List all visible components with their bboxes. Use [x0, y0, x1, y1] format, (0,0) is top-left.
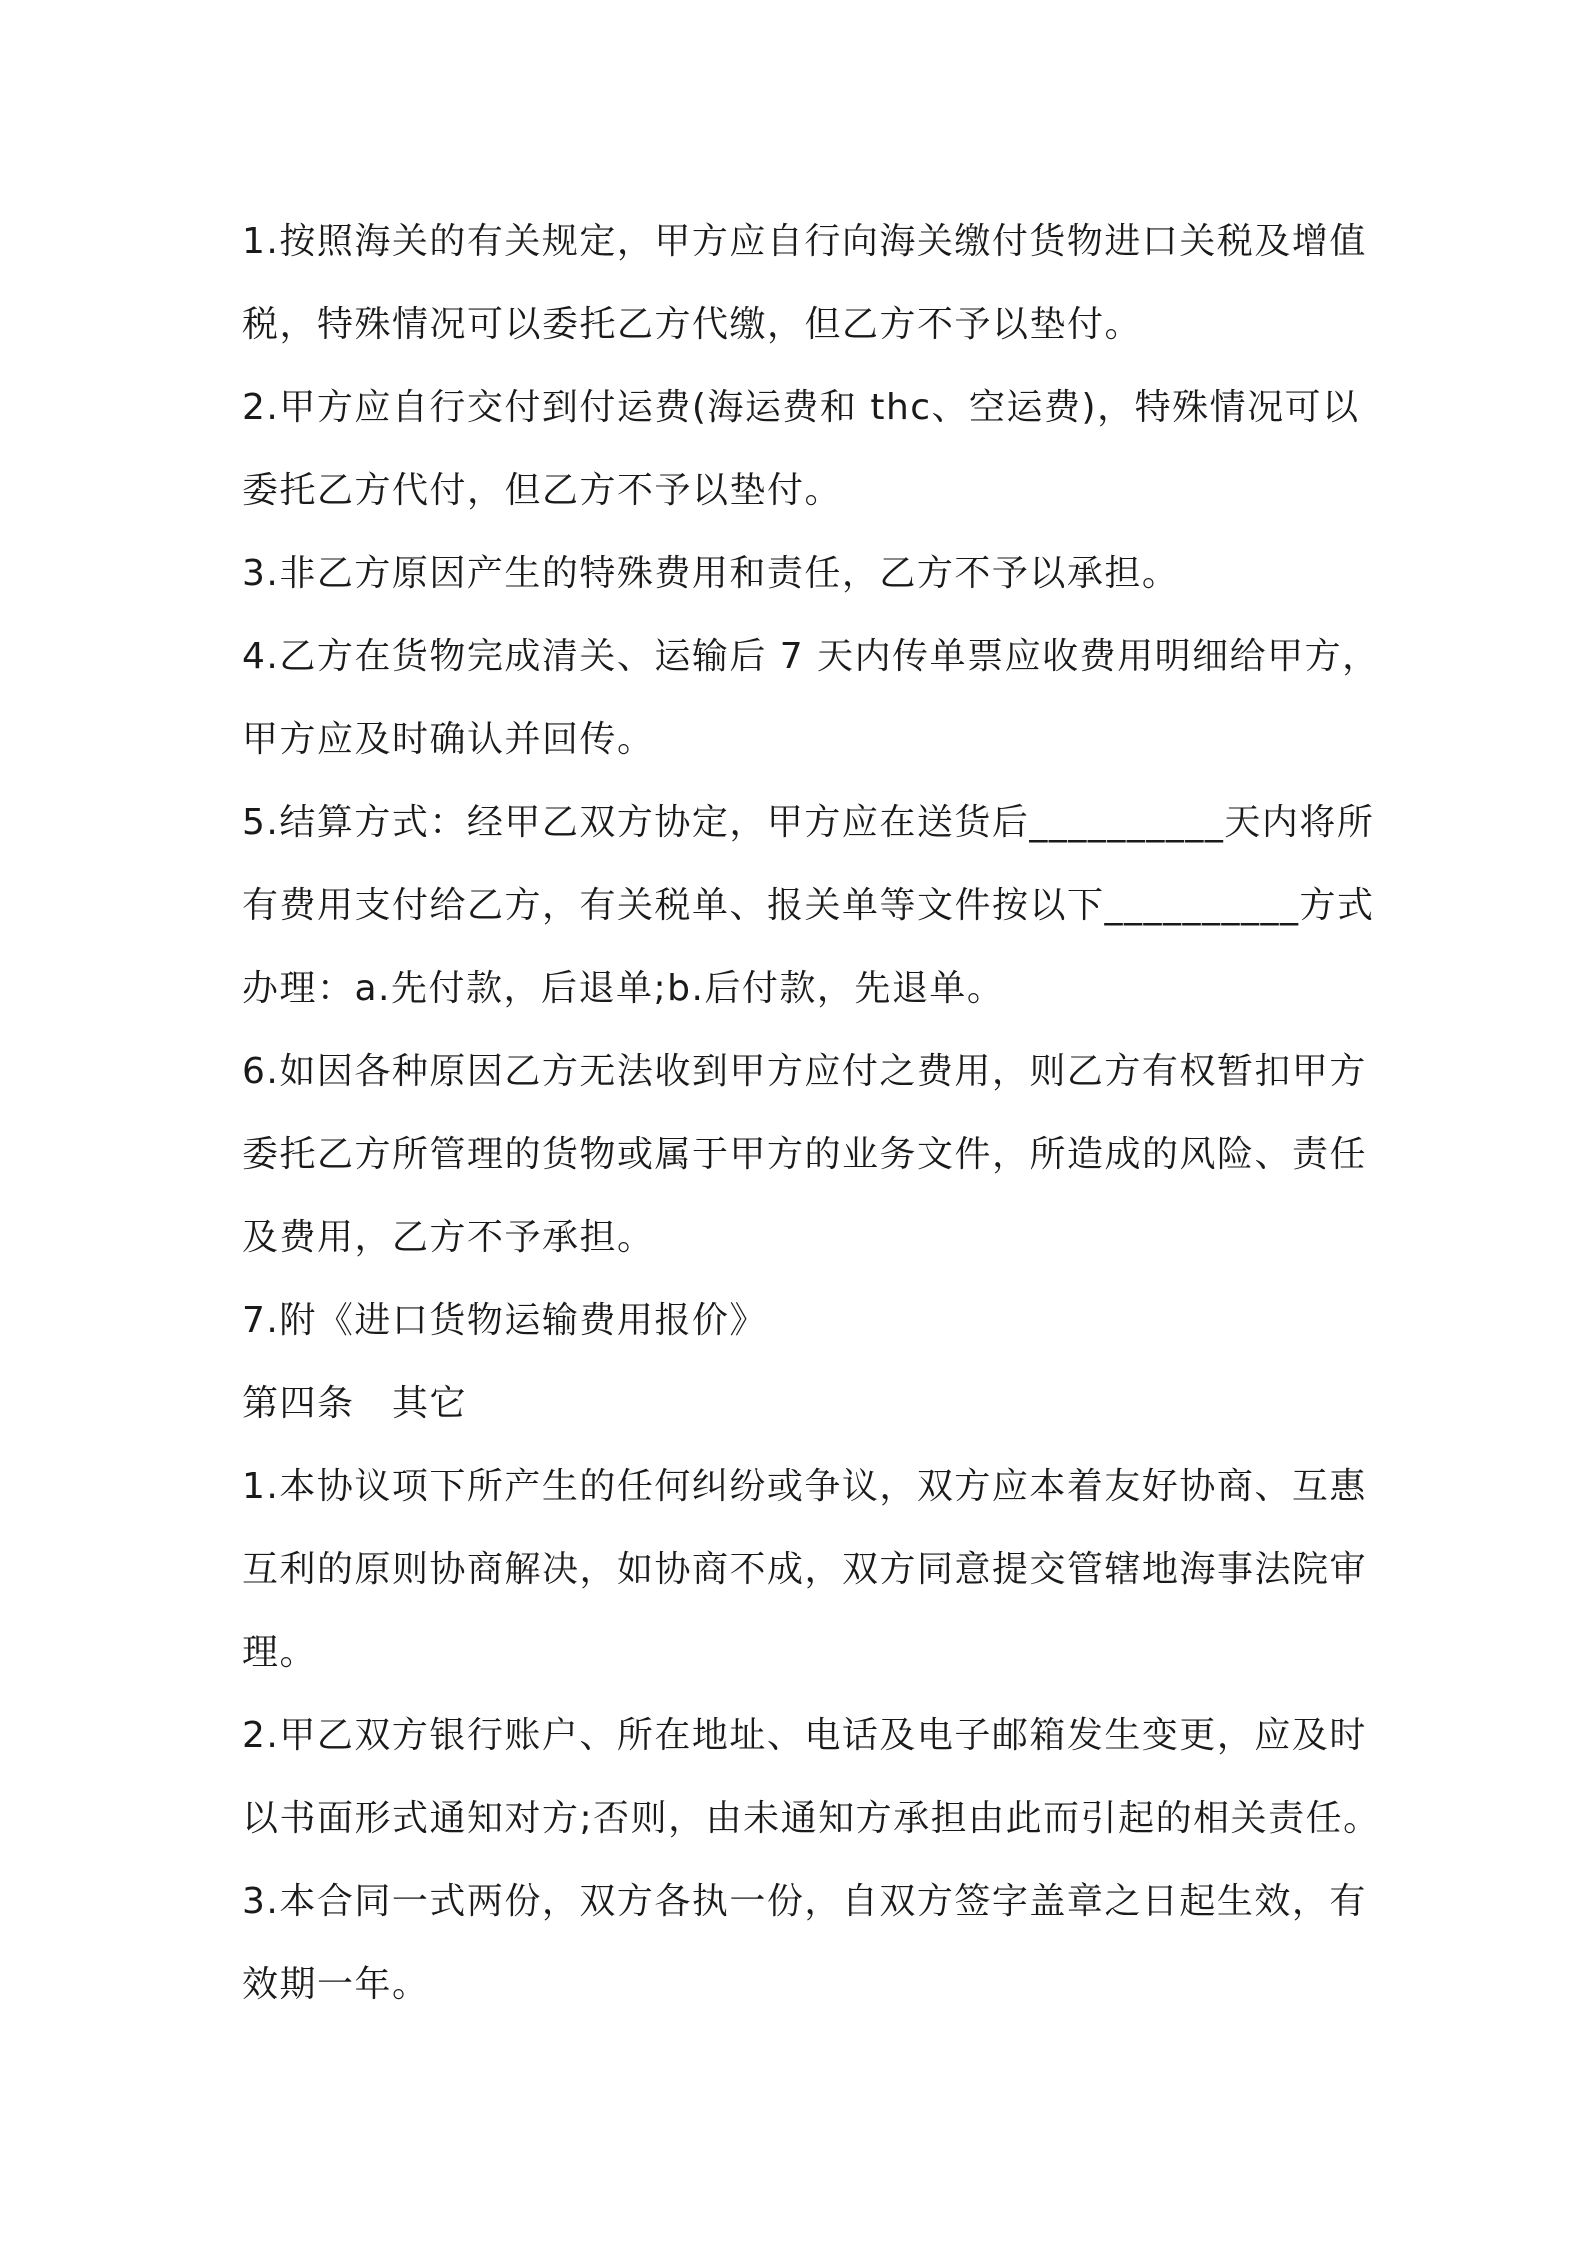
- clause-4-1: [242, 1445, 1368, 1694]
- text-line: 以书面形式通知对方;否则，由未通知方承担由此而引起的相关责任。: [242, 1798, 1381, 1839]
- text-line: 1.按照海关的有关规定，甲方应自行向海关缴付货物进口关税及增值: [242, 221, 1367, 262]
- text-line: 甲方应及时确认并回传。: [242, 719, 655, 760]
- document-body: [242, 200, 1381, 2026]
- text-line: 2.甲方应自行交付到付运费(海运费和 thc、空运费)，特殊情况可以: [242, 387, 1360, 428]
- section-heading: 第四条 其它: [242, 1383, 468, 1424]
- text-line: 效期一年。: [242, 1964, 430, 2005]
- text-line: 委托乙方代付，但乙方不予以垫付。: [242, 470, 843, 511]
- text-line: 3.本合同一式两份，双方各执一份，自双方签字盖章之日起生效，有: [242, 1881, 1367, 1922]
- clause-3-1: [242, 200, 1367, 366]
- clause-3-5: [242, 781, 1375, 1030]
- text-line: 理。: [242, 1632, 318, 1673]
- text-line: 委托乙方所管理的货物或属于甲方的业务文件，所造成的风险、责任: [242, 1134, 1368, 1175]
- text-line: 互利的原则协商解决，如协商不成，双方同意提交管辖地海事法院审: [242, 1549, 1368, 1590]
- clause-3-2: [242, 366, 1360, 532]
- clause-3-3: [242, 532, 1360, 615]
- text-line: 税，特殊情况可以委托乙方代缴，但乙方不予以垫付。: [242, 304, 1143, 345]
- text-line: 办理：a.先付款，后退单;b.后付款，先退单。: [242, 968, 1005, 1009]
- text-line: 及费用，乙方不予承担。: [242, 1217, 655, 1258]
- clause-3-4: [242, 615, 1380, 781]
- clause-4-3: [242, 1860, 1367, 2026]
- text-line: 2.甲乙双方银行账户、所在地址、电话及电子邮箱发生变更，应及时: [242, 1715, 1367, 1756]
- text-line: 有费用支付给乙方，有关税单、报关单等文件按以下__________方式: [242, 885, 1375, 926]
- clause-4-2: [242, 1694, 1381, 1860]
- text-line: 6.如因各种原因乙方无法收到甲方应付之费用，则乙方有权暂扣甲方: [242, 1051, 1367, 1092]
- clause-3-7: [242, 1279, 1360, 1362]
- text-line: 1.本协议项下所产生的任何纠纷或争议，双方应本着友好协商、互惠: [242, 1466, 1367, 1507]
- clause-3-6: [242, 1030, 1368, 1279]
- text-line: 7.附《进口货物运输费用报价》: [242, 1300, 767, 1341]
- text-line: 5.结算方式：经甲乙双方协定，甲方应在送货后__________天内将所: [242, 802, 1375, 843]
- text-line: 3.非乙方原因产生的特殊费用和责任，乙方不予以承担。: [242, 553, 1180, 594]
- text-line: 4.乙方在货物完成清关、运输后 7 天内传单票应收费用明细给甲方，: [242, 636, 1380, 677]
